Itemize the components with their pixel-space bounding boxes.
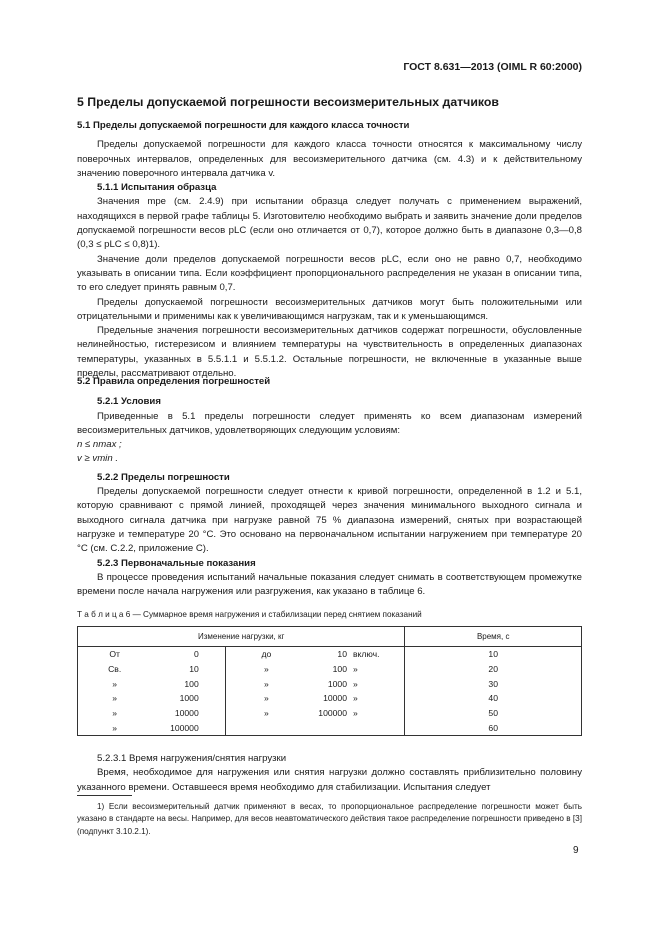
- table-caption: Т а б л и ц а 6 — Суммарное время нагружения и стабилизации перед снятием показаний: [77, 610, 422, 619]
- paragraph: Приведенные в 5.1 пределы погрешности следует применять ко всем диапазонам измерений весоизмерительных датчиков, удовлетворяющих следующим условиям:: [77, 410, 582, 436]
- table-cell: 40: [405, 691, 582, 706]
- subsection-title: 5.2.1 Условия: [97, 396, 161, 408]
- table-cell: От: [78, 647, 152, 662]
- paragraph: Пределы допускаемой погрешности весоизмерительных датчиков могут быть положительными или отрицательными и применимы как к увеличивающимся нагрузкам, так и к уменьшающимся.: [77, 296, 582, 322]
- paragraph: Значение доли пределов допускаемой погрешности весов pLC, если оно не равно 0,7, необходимо указывать в описании типа. Если коэффициент пропорционального распределения не указан в описании типа, то его следует принять равным 0,7.: [77, 253, 582, 294]
- table-cell: 1000: [327, 678, 347, 689]
- subsection-title: 5.1 Пределы допускаемой погрешности для каждого класса точности: [77, 120, 410, 131]
- table-header: Изменение нагрузки, кг: [78, 627, 405, 647]
- section-5-2: [77, 375, 582, 599]
- table-cell: »: [352, 678, 358, 689]
- table-cell: Св.: [78, 662, 152, 677]
- table-cell: 10000: [323, 693, 347, 704]
- paragraph: Предельные значения погрешности весоизмерительных датчиков содержат погрешности, обусловленные нелинейностью, гистерезисом и влиянием температуры на чувствительность в определенных диапазонах температуры, указанных в 5.5.1.1 и 5.5.1.2. Остальные погрешности, не включенные в указанные выше пределы, рассматривают отдельно.: [77, 325, 582, 380]
- table-cell: »: [225, 662, 307, 677]
- table-cell: 30: [405, 676, 582, 691]
- table-cell: »: [352, 708, 358, 719]
- table-row: [78, 706, 582, 721]
- table-cell: 100000: [151, 720, 225, 735]
- section-title: 5 Пределы допускаемой погрешности весоизмерительных датчиков: [77, 95, 499, 109]
- subsection-title: 5.2.2 Пределы погрешности: [97, 471, 230, 483]
- subsection-title: 5.2.3.1 Время нагружения/снятия нагрузки: [97, 753, 287, 764]
- table-header: Время, с: [405, 627, 582, 647]
- table-cell: 60: [405, 720, 582, 735]
- table-cell: »: [352, 664, 358, 675]
- footnote-divider: [77, 795, 132, 796]
- table-row: [78, 676, 582, 691]
- subsection-title: 5.2 Правила определения погрешностей: [77, 376, 271, 387]
- table-cell: включ.: [352, 649, 380, 660]
- formula: v ≥ vmin .: [77, 453, 118, 465]
- table-cell: 10: [189, 664, 199, 675]
- table-cell: 10000: [174, 708, 199, 719]
- table-row: [78, 691, 582, 706]
- table-cell: 100000: [318, 708, 347, 719]
- table-cell: 100: [184, 678, 199, 689]
- table-cell: »: [78, 720, 152, 735]
- formula: n ≤ nmax ;: [77, 439, 122, 451]
- table-cell: до: [225, 647, 307, 662]
- table-cell: 0: [193, 649, 199, 660]
- table-cell: »: [78, 691, 152, 706]
- table-cell: »: [225, 706, 307, 721]
- table-cell: »: [78, 676, 152, 691]
- section-5-2-3-1: [77, 752, 582, 795]
- subsection-title: 5.1.1 Испытания образца: [97, 182, 217, 194]
- section-5-1: [77, 119, 582, 381]
- table-cell: »: [225, 691, 307, 706]
- table-cell: 50: [405, 706, 582, 721]
- table-cell: »: [225, 676, 307, 691]
- table-cell: 10: [405, 647, 582, 662]
- table-cell: »: [352, 693, 358, 704]
- table-cell: [307, 720, 349, 735]
- table-cell: »: [78, 706, 152, 721]
- paragraph: Время, необходимое для нагружения или снятия нагрузки должно составлять приблизительно половину указанного времени. Оставшееся время необходимо для стабилизации. Испытания следует: [77, 767, 582, 793]
- table-cell: [225, 720, 307, 735]
- table-6: [77, 626, 582, 736]
- footnote: 1) Если весоизмерительный датчик применяют в весах, то пропорциональное распределение погрешности может быть указано в стандарте на весы. Например, для весов неавтоматического действия такое распределение погрешности приведено в [3] (подпункт 3.10.2.1).: [77, 802, 582, 836]
- subsection-title: 5.2.3 Первоначальные показания: [97, 557, 256, 569]
- document-header: ГОСТ 8.631—2013 (OIML R 60:2000): [403, 61, 582, 73]
- table-cell: 10: [337, 649, 347, 660]
- table-row: [78, 647, 582, 662]
- table-cell: 1000: [179, 693, 199, 704]
- table-cell: 20: [405, 662, 582, 677]
- paragraph: В процессе проведения испытаний начальные показания следует снимать в соответствующем промежутке времени после начала нагружения или разгружения, как указано в таблице 6.: [77, 571, 582, 598]
- paragraph: Значения mpe (см. 2.4.9) при испытании образца следует получать с применением выражений, находящихся в первой графе таблицы 5. Изготовителю необходимо выбрать и заявить значение доли пределов допускаемой погрешности весов pLC (если оно отличается от 0,7), которое должно быть в диапазоне 0,3—0,8 (0,3 ≤ pLC ≤ 0,8)1).: [77, 196, 582, 251]
- table-row: [78, 662, 582, 677]
- page-number: 9: [573, 845, 579, 856]
- paragraph: Пределы допускаемой погрешности следует отнести к кривой погрешности, определенной в 1.2 и 5.1, которую сравнивают с прямой линией, проходящей через значения минимального выходного сигнала и выходного сигнала датчика при нагрузке равной 75 % диапазона измерений, снятых при возрастающей нагрузке и температуре 20 °С. Это основано на первоначальном испытании нагружением при температуре 20 °С (см. С.2.2, приложение С).: [77, 486, 582, 555]
- table-cell: 100: [332, 664, 347, 675]
- table-row: [78, 720, 582, 735]
- paragraph: Пределы допускаемой погрешности для каждого класса точности относятся к максимальному числу поверочных интервалов, определенных для весоизмерительного датчика (см. 4.3) и к действительному значению поверочного интервала датчика v.: [77, 139, 582, 179]
- table-cell: [349, 720, 405, 735]
